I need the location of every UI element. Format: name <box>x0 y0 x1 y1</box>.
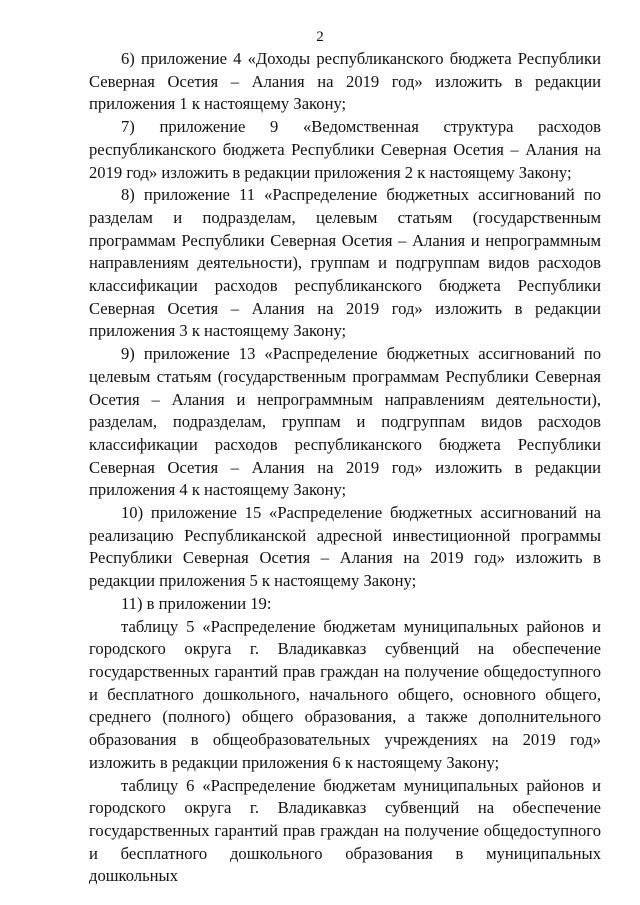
paragraph-table-5: таблицу 5 «Распределение бюджетам муниципальных районов и городского округа г. Владикавказ субвенций на обеспечение государственных гарантий прав граждан на получение общедоступного и бесплатного дошкольного, начального общего, основного общего, среднего (полного) общего образования, а также дополнительного образования в общеобразовательных учреждениях на 2019 год» изложить в редакции приложения 6 к настоящему Закону; <box>89 616 601 772</box>
paragraph-table-6: таблицу 6 «Распределение бюджетам муниципальных районов и городского округа г. Владикавказ субвенций на обеспечение государственных гарантий прав граждан на получение общедоступного и бесплатного дошкольного образования в муниципальных дошкольных <box>89 775 601 886</box>
paragraph-item-7: 7) приложение 9 «Ведомственная структура расходов республиканского бюджета Республики Северная Осетия – Алания на 2019 год» изложить в редакции приложения 2 к настоящему Закону; <box>89 117 601 182</box>
paragraph-item-10: 10) приложение 15 «Распределение бюджетных ассигнований на реализацию Республиканской адресной инвестиционной программы Республики Северная Осетия – Алания на 2019 год» изложить в редакции приложения 5 к настоящему Закону; <box>89 503 601 591</box>
paragraph-item-8: 8) приложение 11 «Распределение бюджетных ассигнований по разделам и подразделам, целевым статьям (государственным программам Республики Северная Осетия – Алания и непрограммным направлениям деятельности), группам и подгруппам видов расходов классификации расходов республиканского бюджета Республики Северная Осетия – Алания на 2019 год» изложить в редакции приложения 3 к настоящему Закону; <box>89 185 601 341</box>
document-body <box>89 48 601 888</box>
paragraph-item-11: 11) в приложении 19: <box>121 593 272 613</box>
paragraph-item-6: 6) приложение 4 «Доходы республиканского бюджета Республики Северная Осетия – Алания на 2019 год» изложить в редакции приложения 1 к настоящему Закону; <box>89 49 601 114</box>
paragraph-item-9: 9) приложение 13 «Распределение бюджетных ассигнований по целевым статьям (государственным программам Республики Северная Осетия – Алания и непрограммным направлениям деятельности), разделам, подразделам, группам и подгруппам видов расходов классификации расходов республиканского бюджета Республики Северная Осетия – Алания на 2019 год» изложить в редакции приложения 4 к настоящему Закону; <box>89 344 601 500</box>
page-number: 2 <box>316 29 324 45</box>
